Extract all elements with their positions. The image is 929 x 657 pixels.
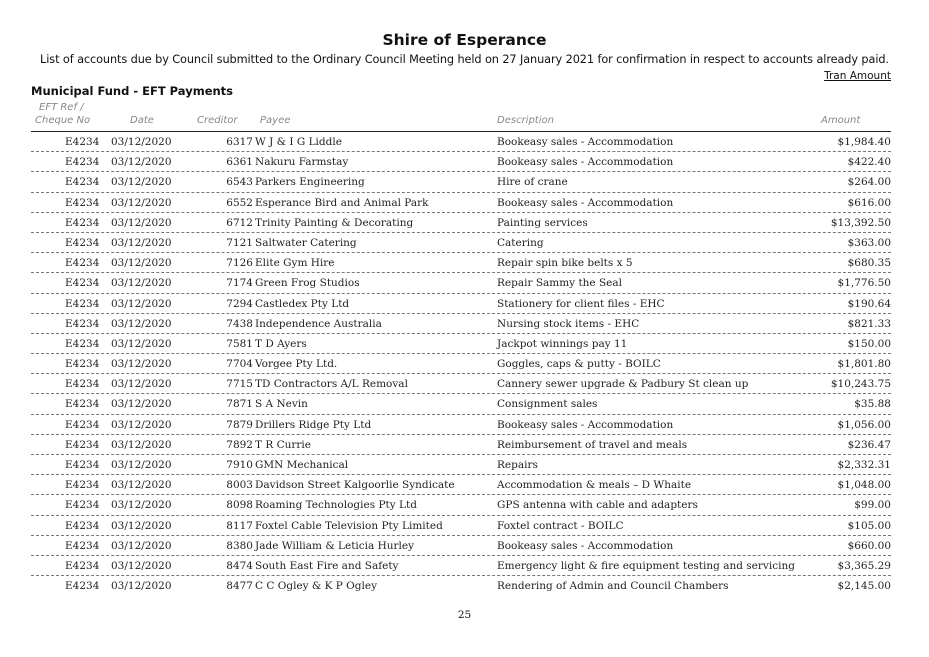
table-row [31,334,891,354]
description-cell: Cannery sewer upgrade & Padbury St clean up [497,378,749,391]
eft-ref-cell: E4234 [65,277,100,290]
date-cell: 03/12/2020 [111,358,172,371]
table-row [31,172,891,192]
payee-cell: Trinity Painting & Decorating [255,216,414,229]
date-cell: 03/12/2020 [111,378,172,391]
eft-ref-cell: E4234 [65,196,100,209]
date-cell: 03/12/2020 [111,580,172,593]
description-cell: Consignment sales [497,398,598,411]
description-cell: Foxtel contract - BOILC [497,519,624,532]
description-cell: Bookeasy sales - Accommodation [497,539,674,552]
description-cell: Bookeasy sales - Accommodation [497,156,674,169]
date-cell: 03/12/2020 [111,136,172,148]
amount-cell: $13,392.50 [830,216,891,229]
payee-cell: Nakuru Farmstay [255,156,349,169]
amount-cell: $2,332.31 [837,459,891,471]
page-number: 25 [457,609,472,621]
eft-ref-cell: E4234 [65,156,100,169]
table-row [31,273,891,293]
amount-cell: $680.35 [847,257,891,270]
eft-ref-cell: E4234 [65,539,100,552]
table-row [31,233,891,253]
column-header-date: Date [130,115,154,126]
column-header-payee: Payee [260,115,291,126]
amount-cell: $264.00 [847,176,891,189]
amount-cell: $363.00 [847,236,891,249]
date-cell: 03/12/2020 [111,519,172,532]
table-row [31,354,891,374]
amount-cell: $105.00 [847,519,891,532]
creditor-cell: 8117 [226,519,253,532]
table-row [31,495,891,515]
payee-cell: Elite Gym Hire [255,257,335,270]
payee-cell: Davidson Street Kalgoorlie Syndicate [255,479,455,492]
amount-cell: $1,984.40 [837,136,891,148]
table-row [31,556,891,576]
payee-cell: GMN Mechanical [255,459,349,471]
table-row [31,475,891,495]
amount-cell: $1,801.80 [837,358,891,371]
amount-cell: $190.64 [847,297,891,310]
date-cell: 03/12/2020 [111,418,172,431]
eft-ref-cell: E4234 [65,519,100,532]
amount-cell: $1,776.50 [837,277,891,290]
payee-cell: Roaming Technologies Pty Ltd [255,499,417,512]
description-cell: Painting services [497,216,588,229]
description-cell: Catering [497,236,544,249]
amount-cell: $3,365.29 [837,559,891,572]
creditor-cell: 7581 [226,337,253,350]
creditor-cell: 7294 [226,297,253,310]
payee-cell: Drillers Ridge Pty Ltd [255,418,372,431]
description-cell: Hire of crane [497,176,568,189]
amount-cell: $821.33 [847,317,891,330]
creditor-cell: 7704 [226,358,253,371]
description-cell: Jackpot winnings pay 11 [497,337,628,350]
amount-cell: $422.40 [847,156,891,169]
column-header-ref-line2: Cheque No [35,115,91,126]
column-header-ref-line1: EFT Ref / [39,102,84,113]
amount-cell: $660.00 [847,539,891,552]
column-header-creditor: Creditor [197,115,238,126]
eft-ref-cell: E4234 [65,358,100,371]
eft-ref-cell: E4234 [65,317,100,330]
date-cell: 03/12/2020 [111,499,172,512]
description-cell: Nursing stock items - EHC [497,317,640,330]
eft-ref-cell: E4234 [65,136,100,148]
payee-cell: Parkers Engineering [255,176,365,189]
description-cell: Goggles, caps & putty - BOILC [497,358,661,371]
description-cell: Repair spin bike belts x 5 [497,257,633,270]
payee-cell: Castledex Pty Ltd [255,297,350,310]
date-cell: 03/12/2020 [111,317,172,330]
date-cell: 03/12/2020 [111,438,172,451]
column-header-amount: Amount [821,115,861,126]
amount-cell: $616.00 [847,196,891,209]
amount-cell: $10,243.75 [830,378,891,391]
table-row [31,435,891,455]
payee-cell: S A Nevin [255,398,308,411]
table-row [31,455,891,475]
eft-ref-cell: E4234 [65,216,100,229]
table-row [31,576,891,595]
creditor-cell: 7871 [226,398,253,411]
table-row [31,213,891,233]
creditor-cell: 8003 [226,479,253,492]
creditor-cell: 6543 [226,176,253,189]
table-row [31,314,891,334]
date-cell: 03/12/2020 [111,156,172,169]
date-cell: 03/12/2020 [111,459,172,471]
date-cell: 03/12/2020 [111,257,172,270]
page-subtitle: List of accounts due by Council submitted to the Ordinary Council Meeting held on 27 January 2021 for confirmation in respect to accounts already paid. [40,53,889,66]
payee-cell: Independence Australia [255,317,382,330]
creditor-cell: 8474 [226,559,253,572]
date-cell: 03/12/2020 [111,196,172,209]
eft-ref-cell: E4234 [65,236,100,249]
table-row [31,294,891,314]
creditor-cell: 7126 [226,257,253,270]
table-row [31,516,891,536]
creditor-cell: 6317 [226,136,253,148]
payee-cell: TD Contractors A/L Removal [255,378,408,391]
date-cell: 03/12/2020 [111,297,172,310]
creditor-cell: 6361 [226,156,253,169]
amount-cell: $150.00 [847,337,891,350]
date-cell: 03/12/2020 [111,216,172,229]
table-row [31,253,891,273]
date-cell: 03/12/2020 [111,176,172,189]
creditor-cell: 8477 [226,580,253,593]
table-row [31,394,891,414]
date-cell: 03/12/2020 [111,479,172,492]
date-cell: 03/12/2020 [111,277,172,290]
eft-ref-cell: E4234 [65,499,100,512]
date-cell: 03/12/2020 [111,539,172,552]
table-row [31,536,891,556]
description-cell: Reimbursement of travel and meals [497,438,688,451]
creditor-cell: 7174 [226,277,253,290]
table-row [31,415,891,435]
description-cell: Accommodation & meals – D Whaite [497,479,692,492]
amount-cell: $35.88 [854,398,891,411]
eft-ref-cell: E4234 [65,337,100,350]
payee-cell: South East Fire and Safety [255,559,399,572]
description-cell: Repair Sammy the Seal [497,277,623,290]
payee-cell: Saltwater Catering [255,236,357,249]
creditor-cell: 7121 [226,236,253,249]
date-cell: 03/12/2020 [111,337,172,350]
creditor-cell: 7892 [226,438,253,451]
eft-ref-cell: E4234 [65,176,100,189]
creditor-cell: 7715 [226,378,253,391]
creditor-cell: 7910 [226,459,253,471]
table-row [31,193,891,213]
payments-table [31,132,891,595]
creditor-cell: 7438 [226,317,253,330]
date-cell: 03/12/2020 [111,236,172,249]
eft-ref-cell: E4234 [65,580,100,593]
eft-ref-cell: E4234 [65,418,100,431]
table-row [31,132,891,152]
tran-amount-label: Tran Amount [824,70,891,82]
payee-cell: W J & I G Liddle [255,136,342,148]
table-row [31,374,891,394]
eft-ref-cell: E4234 [65,257,100,270]
eft-ref-cell: E4234 [65,559,100,572]
eft-ref-cell: E4234 [65,398,100,411]
payee-cell: Foxtel Cable Television Pty Limited [255,519,443,532]
description-cell: GPS antenna with cable and adapters [497,499,698,512]
eft-ref-cell: E4234 [65,459,100,471]
table-row [31,152,891,172]
description-cell: Stationery for client files - EHC [497,297,665,310]
creditor-cell: 8098 [226,499,253,512]
amount-cell: $1,056.00 [837,418,891,431]
description-cell: Repairs [497,459,538,471]
eft-ref-cell: E4234 [65,479,100,492]
column-header-description: Description [497,115,554,126]
eft-ref-cell: E4234 [65,438,100,451]
description-cell: Bookeasy sales - Accommodation [497,136,674,148]
payee-cell: Vorgee Pty Ltd. [255,358,338,371]
payee-cell: C C Ogley & K P Ogley [255,580,378,593]
amount-cell: $1,048.00 [837,479,891,492]
description-cell: Bookeasy sales - Accommodation [497,196,674,209]
creditor-cell: 6712 [226,216,253,229]
eft-ref-cell: E4234 [65,297,100,310]
description-cell: Rendering of Admin and Council Chambers [497,580,729,593]
eft-ref-cell: E4234 [65,378,100,391]
payee-cell: T D Ayers [255,337,307,350]
amount-cell: $99.00 [854,499,891,512]
amount-cell: $2,145.00 [837,580,891,593]
payee-cell: T R Currie [255,438,311,451]
date-cell: 03/12/2020 [111,398,172,411]
page-title: Shire of Esperance [382,31,547,49]
payee-cell: Green Frog Studios [255,277,360,290]
description-cell: Emergency light & fire equipment testing and servicing [497,559,795,572]
creditor-cell: 6552 [226,196,253,209]
section-title: Municipal Fund - EFT Payments [31,84,234,98]
creditor-cell: 8380 [226,539,253,552]
payee-cell: Esperance Bird and Animal Park [255,196,429,209]
date-cell: 03/12/2020 [111,559,172,572]
amount-cell: $236.47 [847,438,891,451]
payee-cell: Jade William & Leticia Hurley [255,539,415,552]
description-cell: Bookeasy sales - Accommodation [497,418,674,431]
creditor-cell: 7879 [226,418,253,431]
